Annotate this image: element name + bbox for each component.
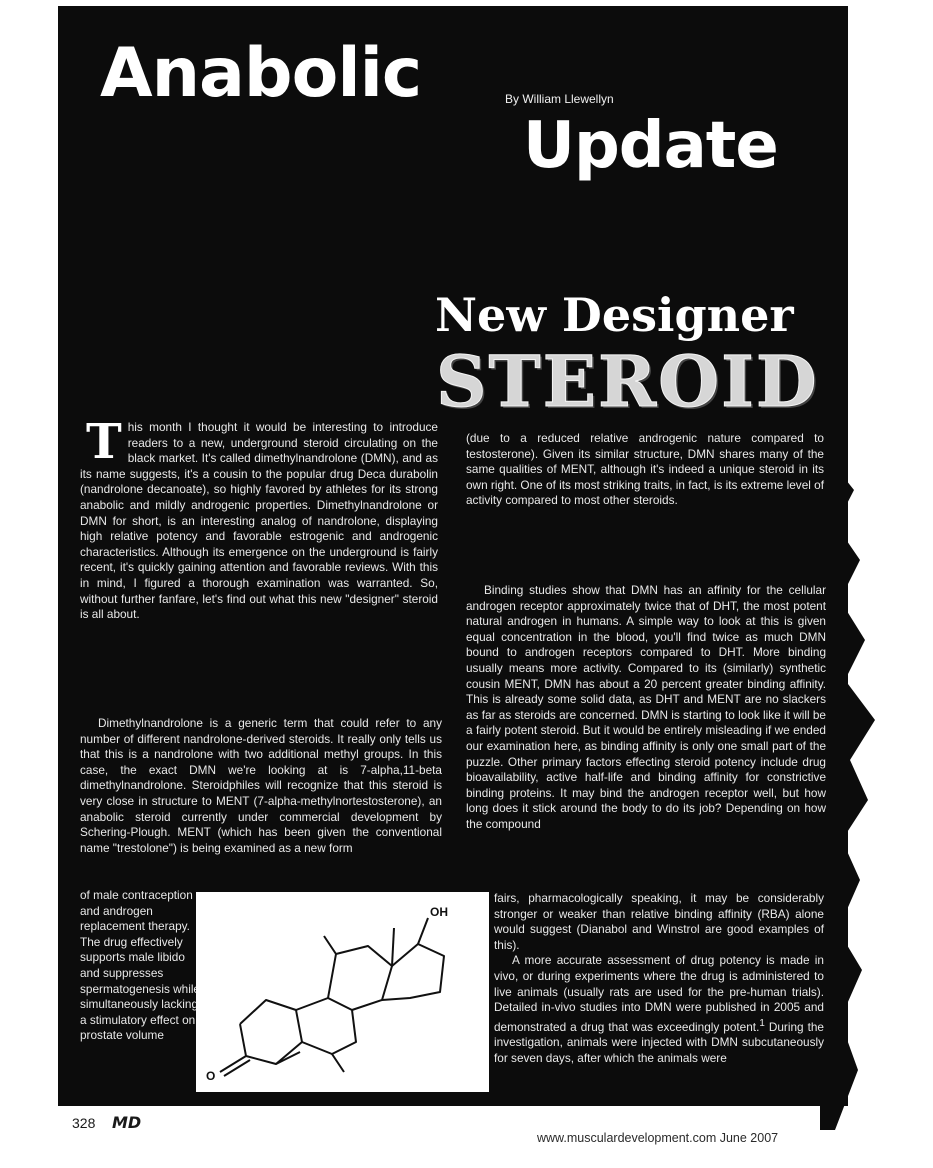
paragraph-pharmacology: fairs, pharmacologically speaking, it may be considerably stronger or weaker than relative binding affinity (RBA) alone would suggest (Dianabol and Winstrol are good examples of this). — [494, 891, 824, 952]
author-byline: By William Llewellyn — [505, 92, 614, 106]
paragraph-binding-studies: Binding studies show that DMN has an affinity for the cellular androgen receptor approximately twice that of DHT, the most potent natural androgen in humans. A simple way to look at this is given equal concentration in the blood, you'll find twice as much DMN bound to androgen receptors compared to DHT. More binding usually means more activity. Compared to its (similarly) synthetic cousin MENT, DMN has about a 20 percent greater binding affinity. This is already some solid data, as DHT and MENT are no slackers as far as steroids are concerned. DMN is starting to look like it will be a fairly potent steroid. But it would be entirely misleading if we ended our examination here, as binding affinity is only one small part of the puzzle. Other primary factors effecting steroid potency include drug bioavailability, active half-life and binding affinity for constrictive binding proteins. It may bind the androgen receptor well, but how long does it stick around the body to do its job? Depending on how the compound — [466, 583, 826, 831]
paragraph-contraception-wrap: of male contraception and androgen replacement therapy. The drug effectively supports male libido and suppresses spermatogenesis while simultaneously lacking a stimulatory effect on prostate volume — [80, 888, 200, 1043]
paragraph-in-vivo — [494, 953, 824, 1066]
torn-paper-edge — [820, 430, 880, 1130]
paragraph-ment-comparison: (due to a reduced relative androgenic nature compared to testosterone). Given its similar structure, DMN shares many of the same qualities of MENT, although it's indeed a unique steroid in its own right. One of its most striking traits, in fact, is its extreme level of activity compared to most other steroids. — [466, 431, 824, 508]
intro-paragraph — [80, 414, 438, 623]
paragraph-dimethylnandrolone: Dimethylnandrolone is a generic term that could refer to any number of different nandrolone-derived steroids. It really only tells us that this is a nandrolone with two additional methyl groups. In this case, the exact DMN we're looking at is 7-alpha,11-beta dimethylnandrolone. Steroidphiles will recognize that this steroid is very close in structure to MENT (7-alpha-methylnortestosterone), an anabolic steroid currently under commercial development by Schering-Plough. MENT (which has been given the conventional name "trestolone") is being examined as a new form — [80, 716, 442, 855]
page-number: 328 — [72, 1115, 96, 1131]
headline-new-designer: New Designer — [435, 288, 794, 342]
paragraph-right-wrap — [494, 891, 824, 1066]
drop-cap: T — [86, 414, 122, 470]
steroid-structure-diagram — [196, 892, 489, 1092]
footer-url-date: www.musculardevelopment.com June 2007 — [537, 1131, 779, 1145]
headline-steroid: STEROID — [436, 340, 819, 423]
magazine-brand: MD — [112, 1113, 142, 1132]
hydroxyl-label: OH — [430, 905, 448, 919]
in-vivo-text-end: During the investigation, animals were injected with DMN subcutaneously for seven days, after which the animals were — [494, 1019, 824, 1065]
intro-text: his month I thought it would be interesting to introduce readers to a new, underground steroid circulating on the black market. It's called dimethylnandrolone (DMN), and as its name suggests, it's a cousin to the popular drug Deca durabolin (nandrolone decanoate), so highly favored by athletes for its strong anabolic and mildly androgenic properties. Dimethylnandrolone or DMN for short, is an interesting analog of nandrolone, displaying high relative potency and favorable estrogenic and androgenic characteristics. Although its emergence on the underground is fairly recent, it's quickly gaining attention and favorable reviews. With this in mind, I figured a thorough examination was warranted. So, without further fanfare, let's find out what this new "designer" steroid is all about. — [80, 420, 438, 622]
in-vivo-text: A more accurate assessment of drug potency is made in vivo, or during experiments where the drug is administered to live animals (usually rats are used for the pre-human trials). Detailed in-vivo studies into DMN were published in 2005 and demonstrated a drug that was exceedingly potent. — [494, 953, 824, 1034]
footnote-ref: 1 — [759, 1017, 765, 1029]
title-anabolic: Anabolic — [100, 34, 422, 113]
ketone-label: O — [206, 1069, 216, 1083]
title-update: Update — [523, 109, 778, 183]
